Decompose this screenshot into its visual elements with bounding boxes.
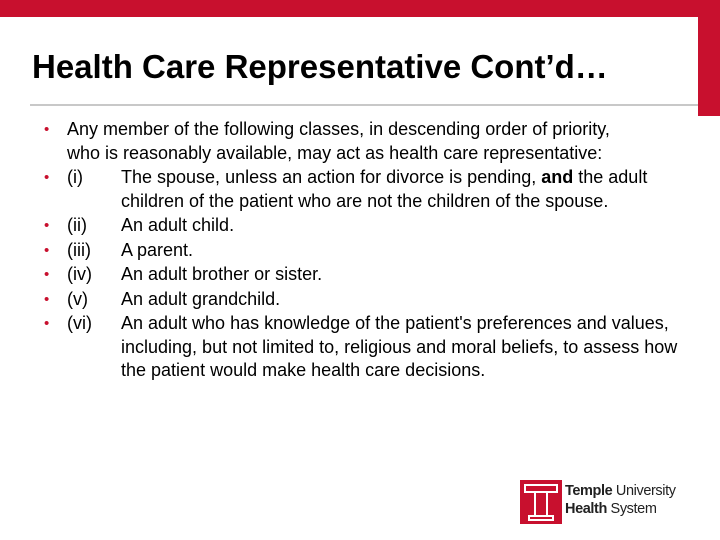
item-number: (i) xyxy=(67,167,83,187)
temple-t-logo-icon xyxy=(520,480,562,524)
bullet-icon: • xyxy=(44,315,50,332)
item-number: (v) xyxy=(67,288,88,309)
logo-wordmark: Temple University Health System xyxy=(565,483,676,517)
temple-health-logo xyxy=(520,480,676,524)
list-item xyxy=(44,263,684,287)
slide-content xyxy=(44,118,684,384)
list-item xyxy=(44,214,684,238)
item-text: An adult child. xyxy=(121,215,235,235)
list-item xyxy=(44,166,684,213)
bullet-icon: • xyxy=(44,290,50,308)
title-divider xyxy=(30,104,698,106)
item-text: A parent. xyxy=(121,239,194,260)
bullet-icon: • xyxy=(44,217,50,234)
item-text: An adult grandchild. xyxy=(121,288,281,309)
bullet-icon: • xyxy=(44,241,50,259)
bullet-icon: • xyxy=(44,169,50,186)
intro-text: Any member of the following classes, in descending order of priority, who is reasonably available, may act as health care representative: xyxy=(67,119,610,163)
bullet-icon: • xyxy=(44,121,50,138)
item-text: An adult brother or sister. xyxy=(121,264,323,284)
right-accent-bar xyxy=(698,0,720,116)
item-text: An adult who has knowledge of the patient's preferences and values, including, but not limited to, religious and moral beliefs, to assess how the patient would make health care decisions. xyxy=(121,313,678,380)
item-number: (iv) xyxy=(67,264,92,284)
bold-word: and xyxy=(541,167,574,187)
item-number: (ii) xyxy=(67,215,87,235)
slide-title: Health Care Representative Cont’d… xyxy=(32,48,608,85)
item-number: (vi) xyxy=(67,313,92,333)
list-item xyxy=(44,288,684,312)
item-text: The spouse, unless an action for divorce is pending, and the adult children of the patient who are not the children of the spouse. xyxy=(121,167,648,211)
list-item xyxy=(44,239,684,263)
list-item xyxy=(44,312,684,383)
item-number: (iii) xyxy=(67,239,91,260)
intro-bullet xyxy=(44,118,684,165)
top-accent-bar xyxy=(0,0,720,17)
bullet-icon: • xyxy=(44,266,50,283)
